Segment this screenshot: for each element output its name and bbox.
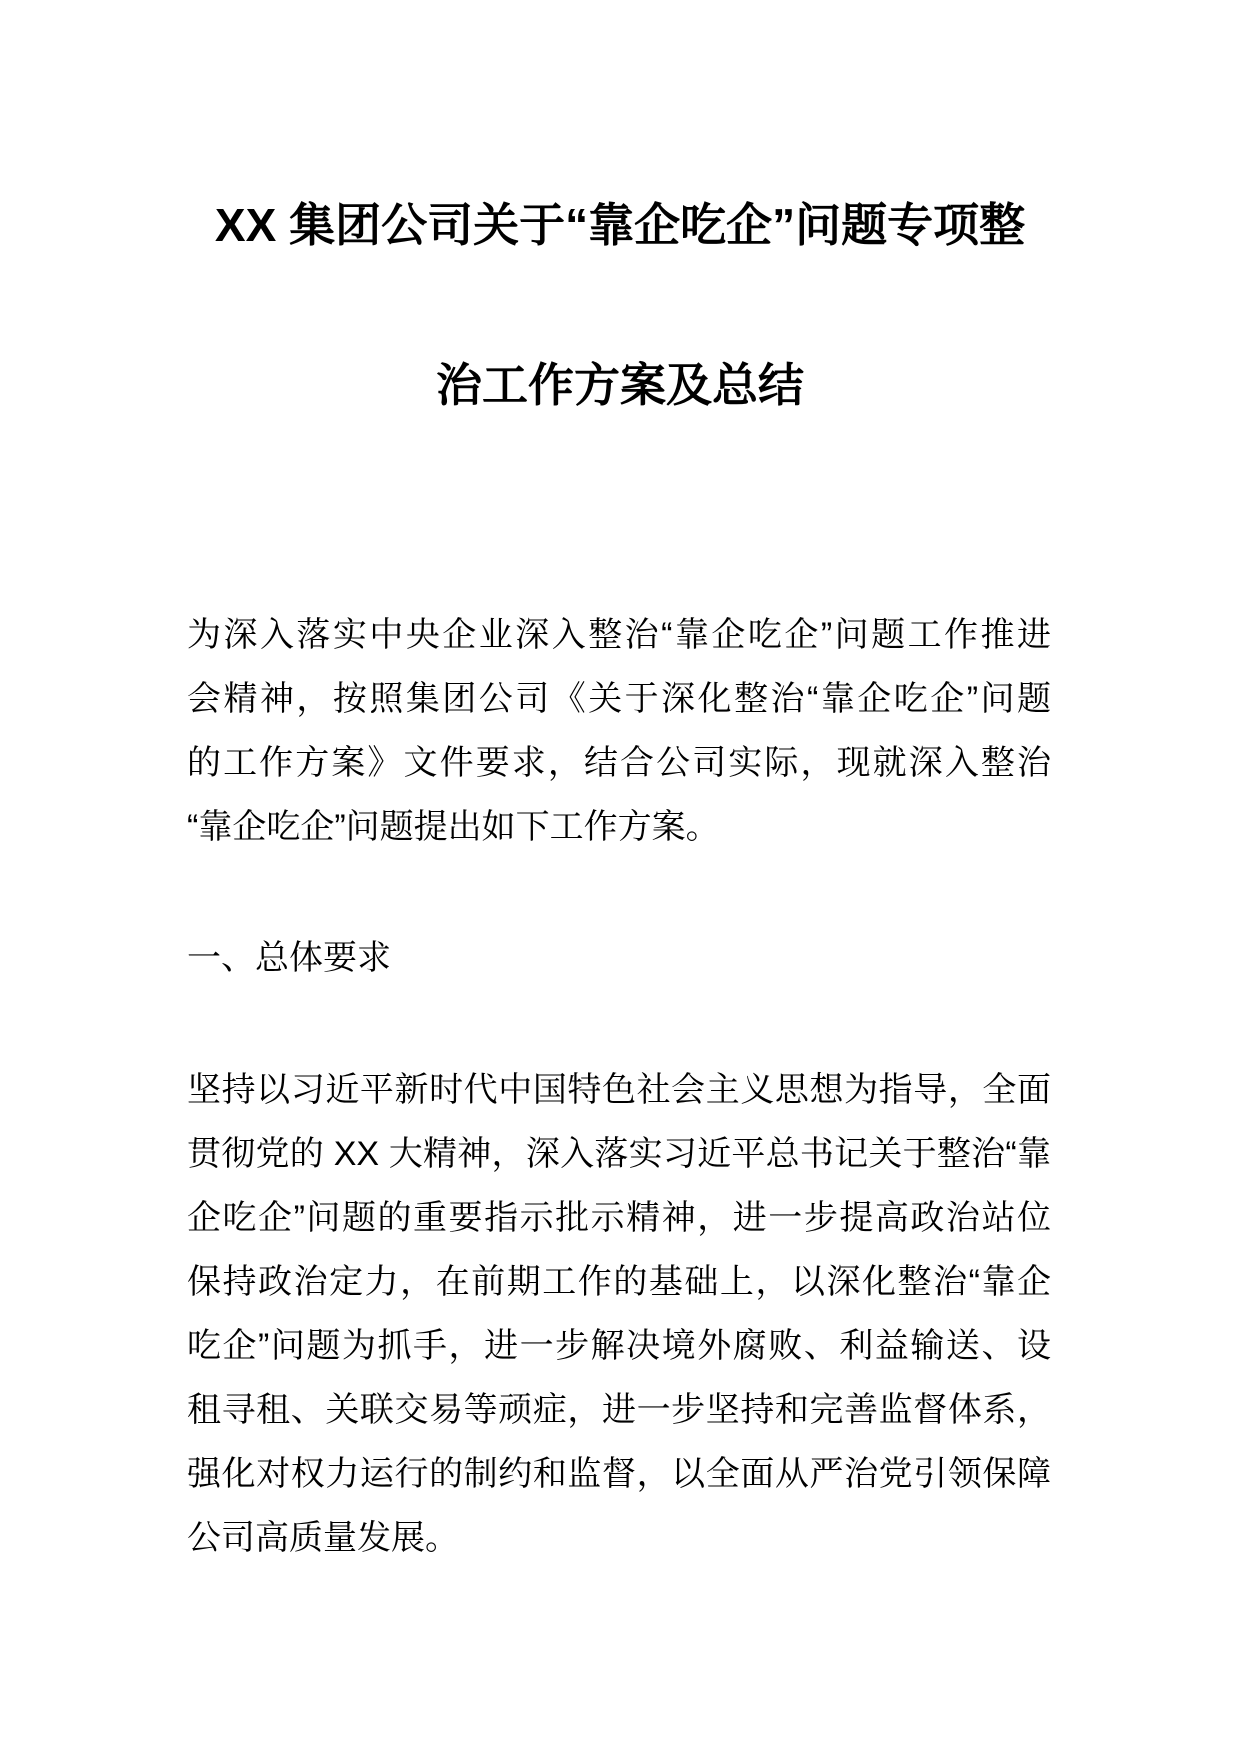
document-title [0, 145, 1240, 465]
section1-paragraph-line: 企吃企”问题的重要指示批示精神，进一步提高政治站位 [187, 1199, 1051, 1237]
section-heading-1: 一、总体要求 [187, 939, 391, 977]
section1-paragraph-line: 贯彻党的 XX 大精神，深入落实习近平总书记关于整治“靠 [187, 1135, 1051, 1173]
title-line-1: XX 集团公司关于“靠企吃企”问题专项整 [214, 199, 1026, 251]
section1-paragraph-line: 租寻租、关联交易等顽症，进一步坚持和完善监督体系， [187, 1391, 1051, 1429]
section1-paragraph-line: 公司高质量发展。 [187, 1519, 459, 1557]
section1-paragraph-line: 保持政治定力，在前期工作的基础上，以深化整治“靠企 [187, 1263, 1051, 1301]
intro-paragraph-line: 的工作方案》文件要求，结合公司实际，现就深入整治 [187, 744, 1051, 782]
section1-paragraph-line: 强化对权力运行的制约和监督，以全面从严治党引领保障 [187, 1455, 1051, 1493]
intro-paragraph [187, 603, 1051, 859]
title-line-2: 治工作方案及总结 [436, 359, 804, 411]
document-body [187, 603, 1051, 1570]
intro-paragraph-line: “靠企吃企”问题提出如下工作方案。 [187, 808, 720, 846]
intro-paragraph-line: 为深入落实中央企业深入整治“靠企吃企”问题工作推进 [187, 616, 1051, 654]
intro-paragraph-line: 会精神，按照集团公司《关于深化整治“靠企吃企”问题 [187, 680, 1051, 718]
section1-paragraph [187, 1058, 1051, 1570]
section1-paragraph-line: 坚持以习近平新时代中国特色社会主义思想为指导，全面 [187, 1071, 1051, 1109]
section1-paragraph-line: 吃企”问题为抓手，进一步解决境外腐败、利益输送、设 [187, 1327, 1051, 1365]
